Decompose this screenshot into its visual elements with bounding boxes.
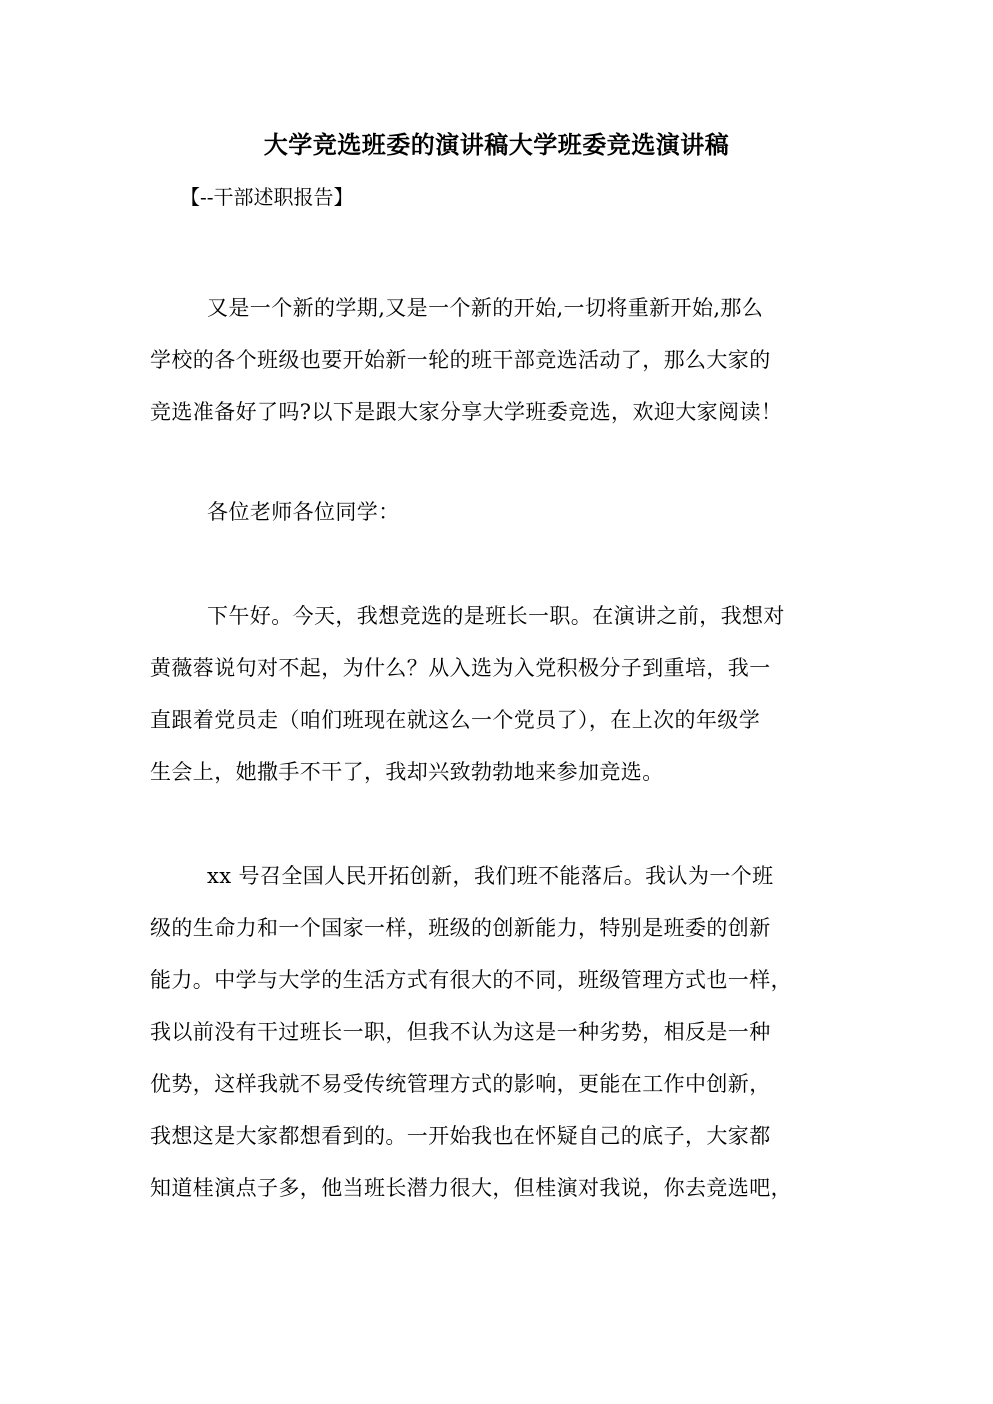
paragraph-line: 级的生命力和一个国家一样，班级的创新能力，特别是班委的创新 <box>150 916 771 940</box>
paragraph-line: 能力。中学与大学的生活方式有很大的不同，班级管理方式也一样， <box>150 968 792 992</box>
paragraph-line: 生会上，她撒手不干了，我却兴致勃勃地来参加竞选。 <box>150 760 664 784</box>
paragraph-line: 又是一个新的学期,又是一个新的开始,一切将重新开始,那么 <box>207 296 764 320</box>
paragraph-greeting <box>150 486 840 538</box>
paragraph-line: 直跟着党员走（咱们班现在就这么一个党员了），在上次的年级学 <box>150 708 761 732</box>
paragraph-line: 我以前没有干过班长一职，但我不认为这是一种劣势，相反是一种 <box>150 1020 771 1044</box>
paragraph-line: 优势，这样我就不易受传统管理方式的影响，更能在工作中创新， <box>150 1072 771 1096</box>
paragraph-line: 黄薇蓉说句对不起，为什么？从入选为入党积极分子到重培，我一 <box>150 656 771 680</box>
paragraph-line: 各位老师各位同学： <box>207 500 400 524</box>
paragraph-body-2 <box>150 850 840 1214</box>
paragraph-line: 下午好。今天，我想竞选的是班长一职。在演讲之前，我想对 <box>207 604 785 628</box>
paragraph-body-1 <box>150 590 840 798</box>
paragraph-line: 知道桂演点子多，他当班长潜力很大，但桂演对我说，你去竞选吧， <box>150 1176 792 1200</box>
document-title: 大学竞选班委的演讲稿大学班委竞选演讲稿 <box>263 130 730 159</box>
paragraph-line: 学校的各个班级也要开始新一轮的班干部竞选活动了，那么大家的 <box>150 348 771 372</box>
document-subtitle: 【--干部述职报告】 <box>180 185 354 209</box>
paragraph-line: xx 号召全国人民开拓创新，我们班不能落后。我认为一个班 <box>207 864 774 888</box>
paragraph-line: 我想这是大家都想看到的。一开始我也在怀疑自己的底子，大家都 <box>150 1124 771 1148</box>
paragraph-line: 竞选准备好了吗?以下是跟大家分享大学班委竞选，欢迎大家阅读！ <box>150 400 783 424</box>
paragraph-intro <box>150 282 840 438</box>
